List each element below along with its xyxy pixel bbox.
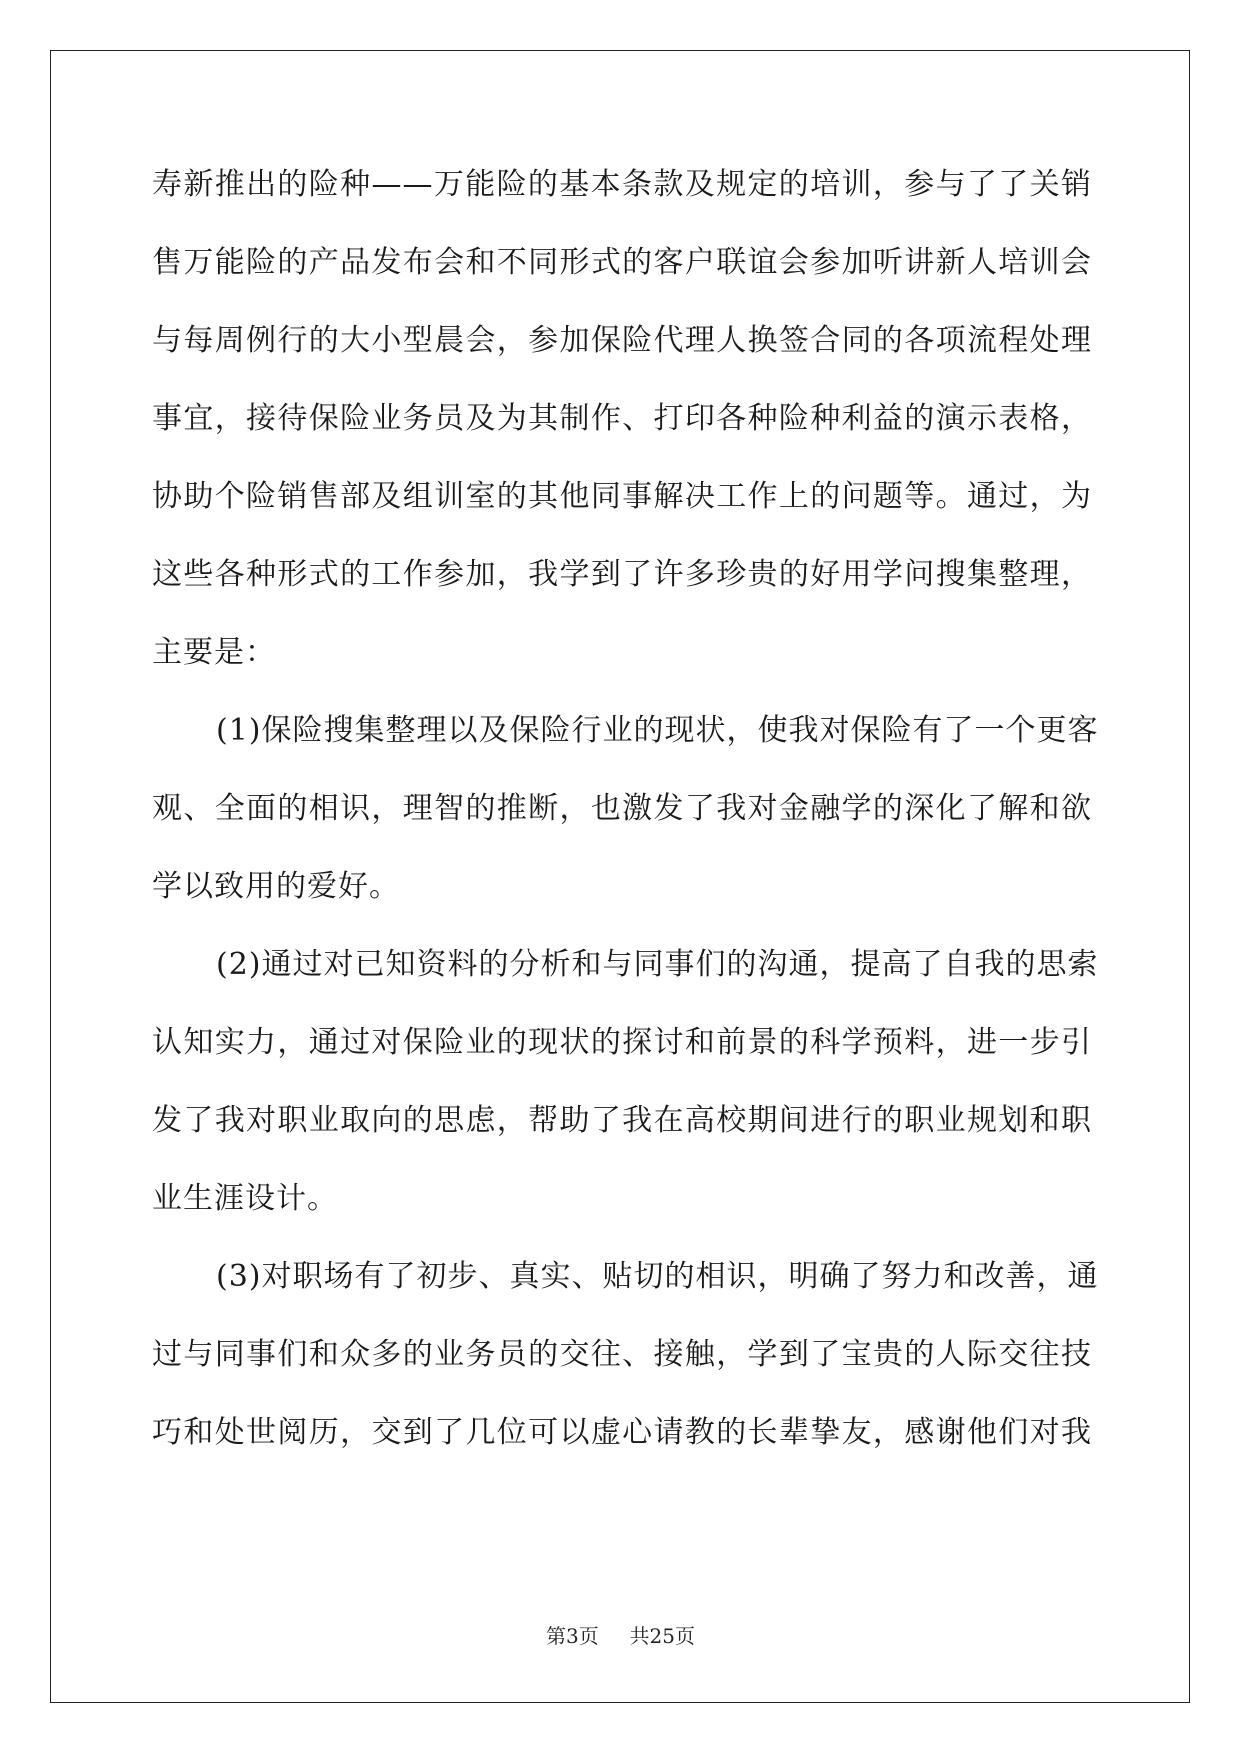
text-line-16: 过与同事们和众多的业务员的交往、接触，学到了宝贵的人际交往技 [152,1337,1092,1372]
text-line-14: 业生涯设计。 [152,1181,338,1216]
page-number-current: 第3页 [546,1624,599,1648]
text-line-13: 发了我对职业取向的思虑，帮助了我在高校期间进行的职业规划和职 [152,1103,1092,1138]
text-line-8: (1)保险搜集整理以及保险行业的现状，使我对保险有了一个更客 [216,713,1099,748]
text-line-3: 与每周例行的大小型晨会，参加保险代理人换签合同的各项流程处理 [152,323,1092,358]
text-line-12: 认知实力，通过对保险业的现状的探讨和前景的科学预料，进一步引 [152,1025,1092,1060]
text-line-6: 这些各种形式的工作参加，我学到了许多珍贵的好用学问搜集整理， [152,557,1092,592]
text-line-11: (2)通过对已知资料的分析和与同事们的沟通，提高了自我的思索 [216,947,1099,982]
text-line-2: 售万能险的产品发布会和不同形式的客户联谊会参加听讲新人培训会 [152,245,1092,280]
document-body [152,163,1099,1489]
text-line-15: (3)对职场有了初步、真实、贴切的相识，明确了努力和改善，通 [216,1259,1099,1294]
page-footer [0,1620,1241,1649]
page-number-total: 共25页 [629,1624,695,1648]
text-line-17: 巧和处世阅历，交到了几位可以虚心请教的长辈挚友，感谢他们对我 [152,1415,1092,1450]
text-line-5: 协助个险销售部及组训室的其他同事解决工作上的问题等。通过，为 [152,479,1092,514]
text-line-9: 观、全面的相识，理智的推断，也激发了我对金融学的深化了解和欲 [152,791,1092,826]
text-line-7: 主要是： [152,635,276,670]
text-line-10: 学以致用的爱好。 [152,869,400,904]
text-line-1: 寿新推出的险种——万能险的基本条款及规定的培训，参与了了关销 [152,167,1092,202]
text-line-4: 事宜，接待保险业务员及为其制作、打印各种险种利益的演示表格， [152,401,1092,436]
